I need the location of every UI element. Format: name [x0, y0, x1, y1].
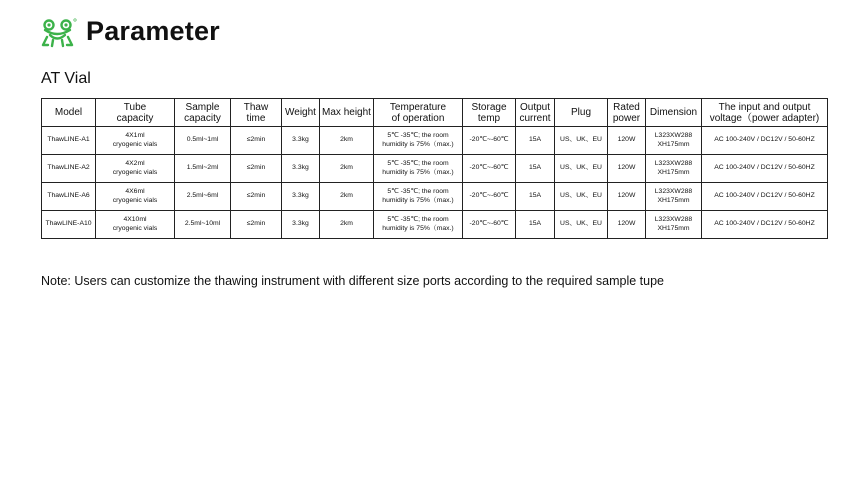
table-row: [42, 211, 828, 239]
table-cell: 120W: [608, 155, 646, 183]
table-cell: 4X6ml cryogenic vials: [96, 183, 175, 211]
table-cell: AC 100-240V / DC12V / 50-60HZ: [702, 127, 828, 155]
column-header: Dimension: [646, 99, 702, 127]
table-cell: US、UK、EU: [555, 127, 608, 155]
table-cell: L323XW288 XH175mm: [646, 211, 702, 239]
column-header: Plug: [555, 99, 608, 127]
table-cell: ≤2min: [231, 155, 282, 183]
table-cell: 1.5ml~2ml: [175, 155, 231, 183]
table-cell: AC 100-240V / DC12V / 50-60HZ: [702, 155, 828, 183]
column-header: Storage temp: [463, 99, 516, 127]
note-text: Note: Users can customize the thawing instrument with different size ports according to the required sample tupe: [41, 274, 664, 288]
column-header: Output current: [516, 99, 555, 127]
table-cell: US、UK、EU: [555, 155, 608, 183]
table-cell: ThawLINE-A10: [42, 211, 96, 239]
table-row: [42, 183, 828, 211]
table-cell: ThawLINE-A1: [42, 127, 96, 155]
table-cell: 3.3kg: [282, 211, 320, 239]
column-header: Weight: [282, 99, 320, 127]
column-header: Sample capacity: [175, 99, 231, 127]
table-cell: AC 100-240V / DC12V / 50-60HZ: [702, 211, 828, 239]
table-cell: 3.3kg: [282, 155, 320, 183]
table-cell: 2.5ml~6ml: [175, 183, 231, 211]
table-cell: -20℃~-60℃: [463, 155, 516, 183]
section-title: AT Vial: [41, 70, 91, 87]
table-cell: -20℃~-60℃: [463, 127, 516, 155]
column-header: Tube capacity: [96, 99, 175, 127]
column-header: Thaw time: [231, 99, 282, 127]
table-cell: 2km: [320, 155, 374, 183]
table-cell: L323XW288 XH175mm: [646, 127, 702, 155]
table-cell: 15A: [516, 127, 555, 155]
table-cell: -20℃~-60℃: [463, 183, 516, 211]
table-cell: 15A: [516, 155, 555, 183]
table-row: [42, 127, 828, 155]
table-row: [42, 155, 828, 183]
frog-logo-icon: [41, 18, 77, 48]
table-cell: 15A: [516, 183, 555, 211]
table-cell: 120W: [608, 127, 646, 155]
column-header: The input and output voltage（power adapter): [702, 99, 828, 127]
table-cell: L323XW288 XH175mm: [646, 183, 702, 211]
table-cell: 5℃ -35℃; the room humidity is 75%（max.): [374, 211, 463, 239]
table-cell: 2km: [320, 127, 374, 155]
table-body: [42, 127, 828, 239]
table-cell: 4X2ml cryogenic vials: [96, 155, 175, 183]
table-cell: L323XW288 XH175mm: [646, 155, 702, 183]
table-cell: ≤2min: [231, 211, 282, 239]
table-cell: AC 100-240V / DC12V / 50-60HZ: [702, 183, 828, 211]
table-cell: ≤2min: [231, 183, 282, 211]
table-cell: 120W: [608, 211, 646, 239]
table-cell: 5℃ -35℃; the room humidity is 75%（max.): [374, 155, 463, 183]
table-cell: 2.5ml~10ml: [175, 211, 231, 239]
table-cell: -20℃~-60℃: [463, 211, 516, 239]
table-cell: 4X1ml cryogenic vials: [96, 127, 175, 155]
table-cell: 2km: [320, 211, 374, 239]
table-cell: 120W: [608, 183, 646, 211]
page-title: Parameter: [86, 16, 220, 46]
table-cell: 5℃ -35℃; the room humidity is 75%（max.): [374, 183, 463, 211]
table-cell: 0.5ml~1ml: [175, 127, 231, 155]
column-header: Max height: [320, 99, 374, 127]
table-cell: 2km: [320, 183, 374, 211]
table-cell: 4X10ml cryogenic vials: [96, 211, 175, 239]
table-cell: 3.3kg: [282, 183, 320, 211]
table-cell: US、UK、EU: [555, 211, 608, 239]
table-cell: 5℃ -35℃; the room humidity is 75%（max.): [374, 127, 463, 155]
spec-table: [41, 98, 828, 239]
table-header-row: [42, 99, 828, 127]
table-cell: 3.3kg: [282, 127, 320, 155]
table-cell: 15A: [516, 211, 555, 239]
table-cell: ThawLINE-A2: [42, 155, 96, 183]
column-header: Rated power: [608, 99, 646, 127]
column-header: Temperature of operation: [374, 99, 463, 127]
column-header: Model: [42, 99, 96, 127]
table-cell: ThawLINE-A6: [42, 183, 96, 211]
table-cell: US、UK、EU: [555, 183, 608, 211]
table-cell: ≤2min: [231, 127, 282, 155]
